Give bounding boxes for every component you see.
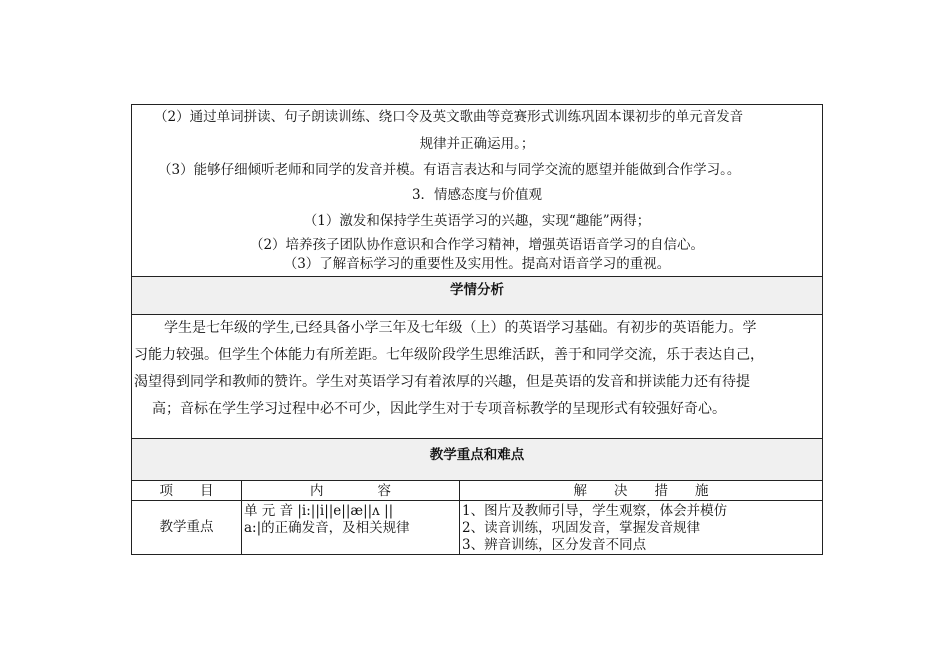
emotion-item-3: （3）了解音标学习的重要性及实用性。提高对语音学习的重视。 [283,256,671,272]
analysis-line-4: 高；音标在学生学习过程中必不可少，因此学生对于专项音标教学的呈现形式有较强好奇心。 [152,401,726,417]
analysis-line-2: 习能力较强。但学生个体能力有所差距。七年级阶段学生思维活跃，善于和同学交流，乐于表达自己， [134,347,764,363]
lesson-plan-table [131,104,823,555]
keypoints-header: 教学重点和难点 [429,447,525,463]
col-header-content-label: 内 容 [310,483,391,499]
keypoint-measure-1: 1、图片及教师引导，学生观察，体会并模仿 [462,503,728,519]
keypoint-content-1: 单 元 音 |i:||i||e||æ||ʌ || [244,503,394,519]
keypoint-label: 教学重点 [159,519,214,535]
analysis-header: 学情分析 [450,282,504,298]
keypoint-label-cell [132,501,242,555]
col-header-content [242,481,460,500]
keypoint-row [132,501,822,555]
col-header-item [132,481,242,500]
col-header-measures [460,481,822,500]
keypoint-measure-2: 2、读音训练，巩固发音，掌握发音规律 [462,520,701,536]
analysis-line-1: 学生是七年级的学生,已经具备小学三年及七年级（上）的英语学习基础。有初步的英语能力。学 [164,320,757,336]
keypoint-content-2: a:|的正确发音，及相关规律 [244,520,410,536]
objective-3: （3）能够仔细倾听老师和同学的发音并模。有语言表达和与同学交流的愿望并能做到合作学习。。 [158,162,741,178]
analysis-body [132,315,822,439]
objective-2-line-2: 规律并正确运用。； [419,136,535,152]
keypoints-column-headers [132,481,822,501]
emotion-item-2: （2）培养孩子团队协作意识和合作学习精神，增强英语语音学习的自信心。 [249,237,705,253]
analysis-header-row [132,277,822,315]
emotion-heading: 3．情感态度与价值观 [411,187,543,203]
keypoints-header-row [132,439,822,481]
emotion-item-1: （1）激发和保持学生英语学习的兴趣，实现“趣能”两得； [303,213,651,229]
col-header-item-label: 项 目 [159,483,214,499]
objective-2-line-1: （2）通过单词拼读、句子朗读训练、绕口令及英文歌曲等竞赛形式训练巩固本课初步的单元音发音 [154,109,744,125]
objectives-section [132,105,822,277]
keypoint-measure-3: 3、辨音训练，区分发音不同点 [462,537,647,553]
analysis-line-3: 渴望得到同学和教师的赞许。学生对英语学习有着浓厚的兴趣，但是英语的发音和拼读能力还有待提 [134,374,750,390]
keypoint-content-cell [242,501,460,555]
keypoint-measures-cell [460,501,822,555]
col-header-measures-label: 解 决 措 施 [573,483,709,499]
